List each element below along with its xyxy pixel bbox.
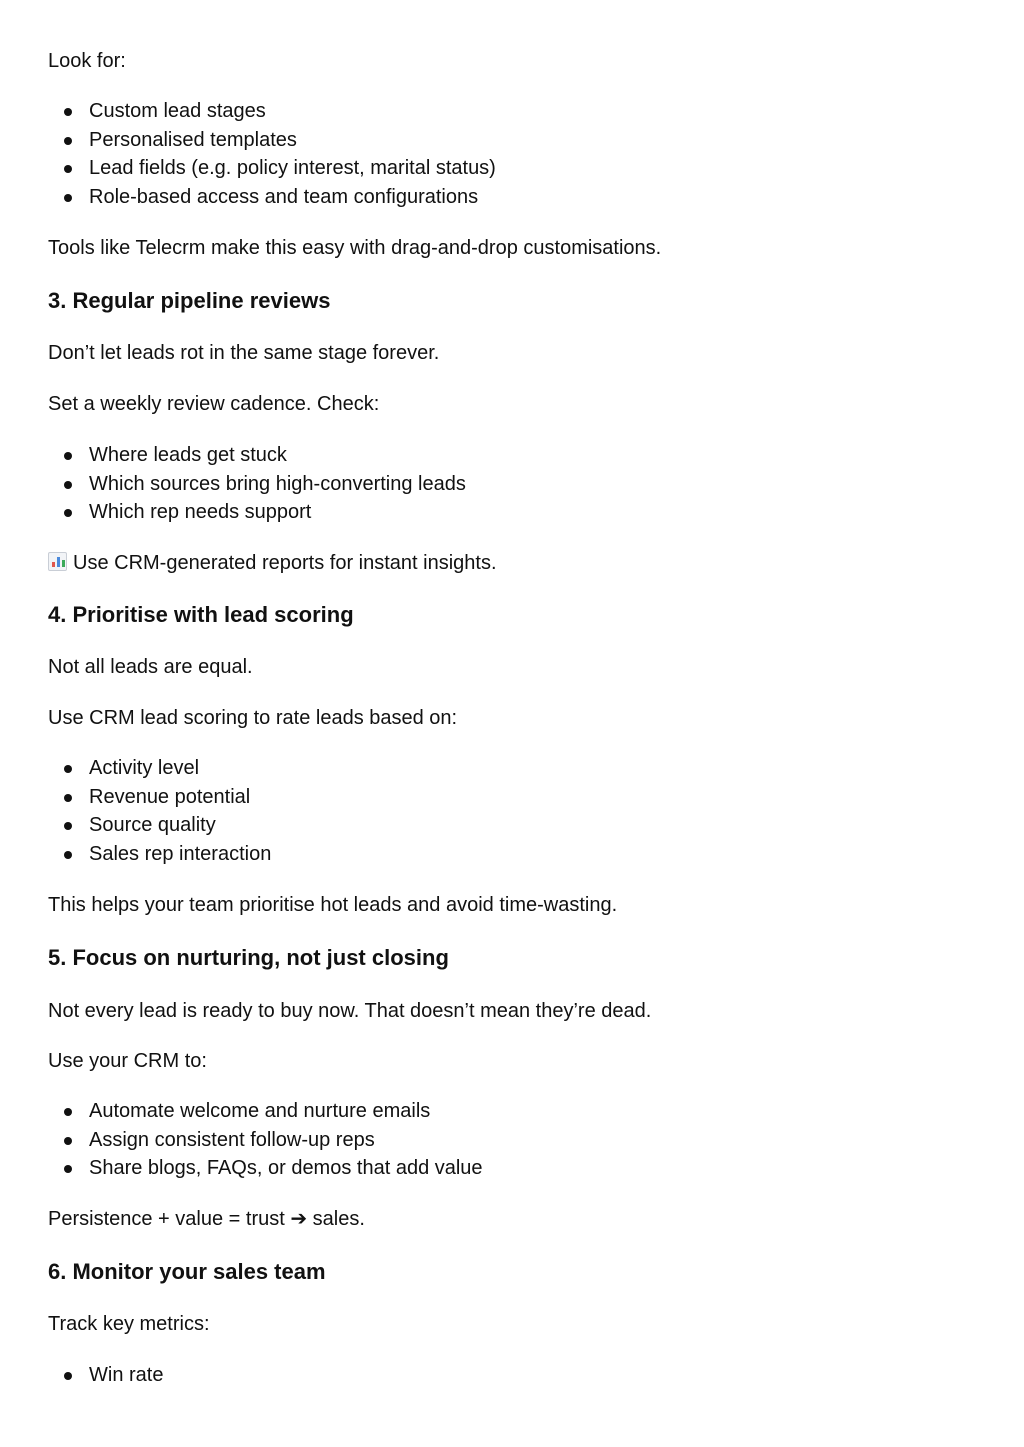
list-item: Assign consistent follow-up reps [48, 1126, 483, 1155]
bullet-icon [64, 137, 72, 145]
bullet-icon [64, 822, 72, 830]
section-5-paragraph-2: Use your CRM to: [48, 1050, 207, 1072]
look-for-text: Look for: [48, 50, 126, 72]
section-5-paragraph-3: Persistence + value = trust ➔ sales. [48, 1208, 365, 1230]
section-4-heading: 4. Prioritise with lead scoring [48, 602, 354, 627]
list-item: Share blogs, FAQs, or demos that add value [48, 1154, 483, 1183]
tools-note-text: Tools like Telecrm make this easy with drag-and-drop customisations. [48, 237, 662, 259]
section-4-paragraph-2: Use CRM lead scoring to rate leads based on: [48, 707, 458, 729]
section-3-list [48, 441, 466, 527]
section-4-list [48, 754, 271, 869]
list-item: Lead fields (e.g. policy interest, marital status) [48, 154, 496, 183]
section-6-paragraph-1: Track key metrics: [48, 1313, 210, 1335]
bullet-icon [64, 794, 72, 802]
list-item: Win rate [48, 1361, 163, 1390]
section-6-list [48, 1361, 163, 1390]
list-item: Which rep needs support [48, 498, 466, 527]
section-3-tip-text: Use CRM-generated reports for instant insights. [73, 552, 497, 574]
bullet-icon [64, 481, 72, 489]
bullet-icon [64, 509, 72, 517]
section-3-heading: 3. Regular pipeline reviews [48, 288, 331, 313]
list-item: Personalised templates [48, 126, 496, 155]
list-item: Which sources bring high-converting leads [48, 470, 466, 499]
list-item: Custom lead stages [48, 97, 496, 126]
section-3-paragraph-1: Don’t let leads rot in the same stage forever. [48, 342, 440, 364]
section-4-paragraph-1: Not all leads are equal. [48, 656, 253, 678]
bullet-icon [64, 851, 72, 859]
bullet-icon [64, 452, 72, 460]
bar-chart-icon [48, 552, 67, 571]
list-item: Source quality [48, 811, 271, 840]
bullet-icon [64, 1165, 72, 1173]
bullet-icon [64, 765, 72, 773]
list-item: Where leads get stuck [48, 441, 466, 470]
section-3-paragraph-2: Set a weekly review cadence. Check: [48, 393, 380, 415]
section-6-heading: 6. Monitor your sales team [48, 1259, 326, 1284]
bullet-icon [64, 1108, 72, 1116]
section-3-tip [48, 549, 497, 577]
list-item: Revenue potential [48, 783, 271, 812]
list-item: Activity level [48, 754, 271, 783]
section-5-list [48, 1097, 483, 1183]
section-5-paragraph-1: Not every lead is ready to buy now. That doesn’t mean they’re dead. [48, 1000, 652, 1022]
bullet-icon [64, 1372, 72, 1380]
list-item: Automate welcome and nurture emails [48, 1097, 483, 1126]
list-item: Sales rep interaction [48, 840, 271, 869]
look-for-list [48, 97, 496, 212]
bullet-icon [64, 108, 72, 116]
list-item: Role-based access and team configurations [48, 183, 496, 212]
bullet-icon [64, 165, 72, 173]
section-4-paragraph-3: This helps your team prioritise hot leads and avoid time-wasting. [48, 894, 618, 916]
bullet-icon [64, 1137, 72, 1145]
section-5-heading: 5. Focus on nurturing, not just closing [48, 945, 449, 970]
bullet-icon [64, 194, 72, 202]
